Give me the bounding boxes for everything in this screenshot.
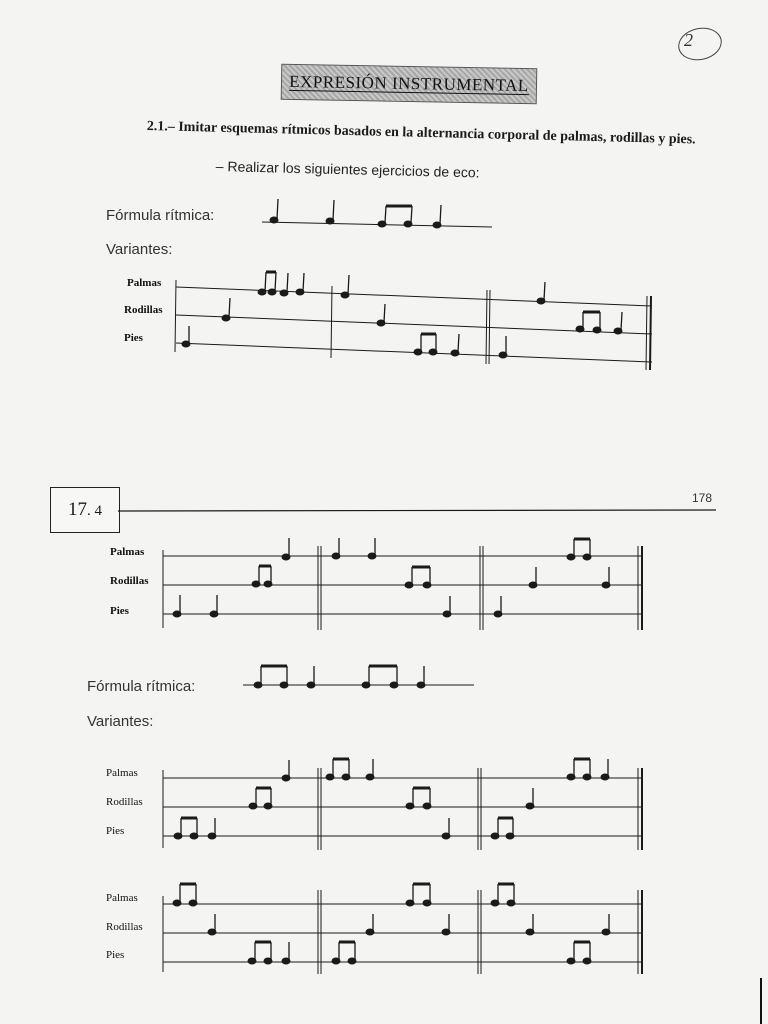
- instrument-label-palmas: Palmas: [106, 892, 138, 904]
- variants-label: Variantes:: [106, 241, 173, 258]
- section-heading: EXPRESIÓN INSTRUMENTAL: [289, 71, 529, 95]
- instrument-label-rodillas: Rodillas: [124, 304, 163, 316]
- instrument-label-palmas: Palmas: [110, 546, 145, 558]
- formula-rhythm-2: [243, 666, 474, 688]
- staff-variants-2: [163, 538, 642, 630]
- unit-subnumber: . 4: [87, 503, 102, 519]
- staff-variants-4: [163, 884, 642, 974]
- instrument-label-pies: Pies: [106, 825, 125, 837]
- variants-label: Variantes:: [87, 713, 154, 730]
- unit-number: 17. 4: [68, 499, 102, 520]
- page-corner-mark: 2: [684, 30, 693, 50]
- instrument-label-rodillas: Rodillas: [106, 921, 143, 933]
- formula-label: Fórmula rítmica:: [106, 207, 215, 224]
- staff-variants-3: [163, 759, 642, 850]
- instrument-label-pies: Pies: [110, 605, 129, 617]
- instrument-label-pies: Pies: [106, 949, 125, 961]
- instrument-label-pies: Pies: [124, 332, 143, 344]
- formula-label: Fórmula rítmica:: [87, 678, 196, 695]
- instrument-label-rodillas: Rodillas: [106, 796, 143, 808]
- formula-rhythm-1: [262, 199, 492, 228]
- instrument-label-rodillas: Rodillas: [110, 575, 149, 587]
- unit-rule-line: [118, 510, 716, 511]
- exercise-instruction: – Realizar los siguientes ejercicios de eco:: [215, 158, 480, 181]
- exercise-title: 2.1.– Imitar esquemas rítmicos basados en la alternancia corporal de palmas, rodillas y pies.: [146, 119, 696, 148]
- instrument-label-palmas: Palmas: [106, 767, 138, 779]
- instrument-label-palmas: Palmas: [127, 277, 162, 289]
- page-number: 178: [692, 491, 713, 505]
- staff-variants-1: [175, 272, 652, 370]
